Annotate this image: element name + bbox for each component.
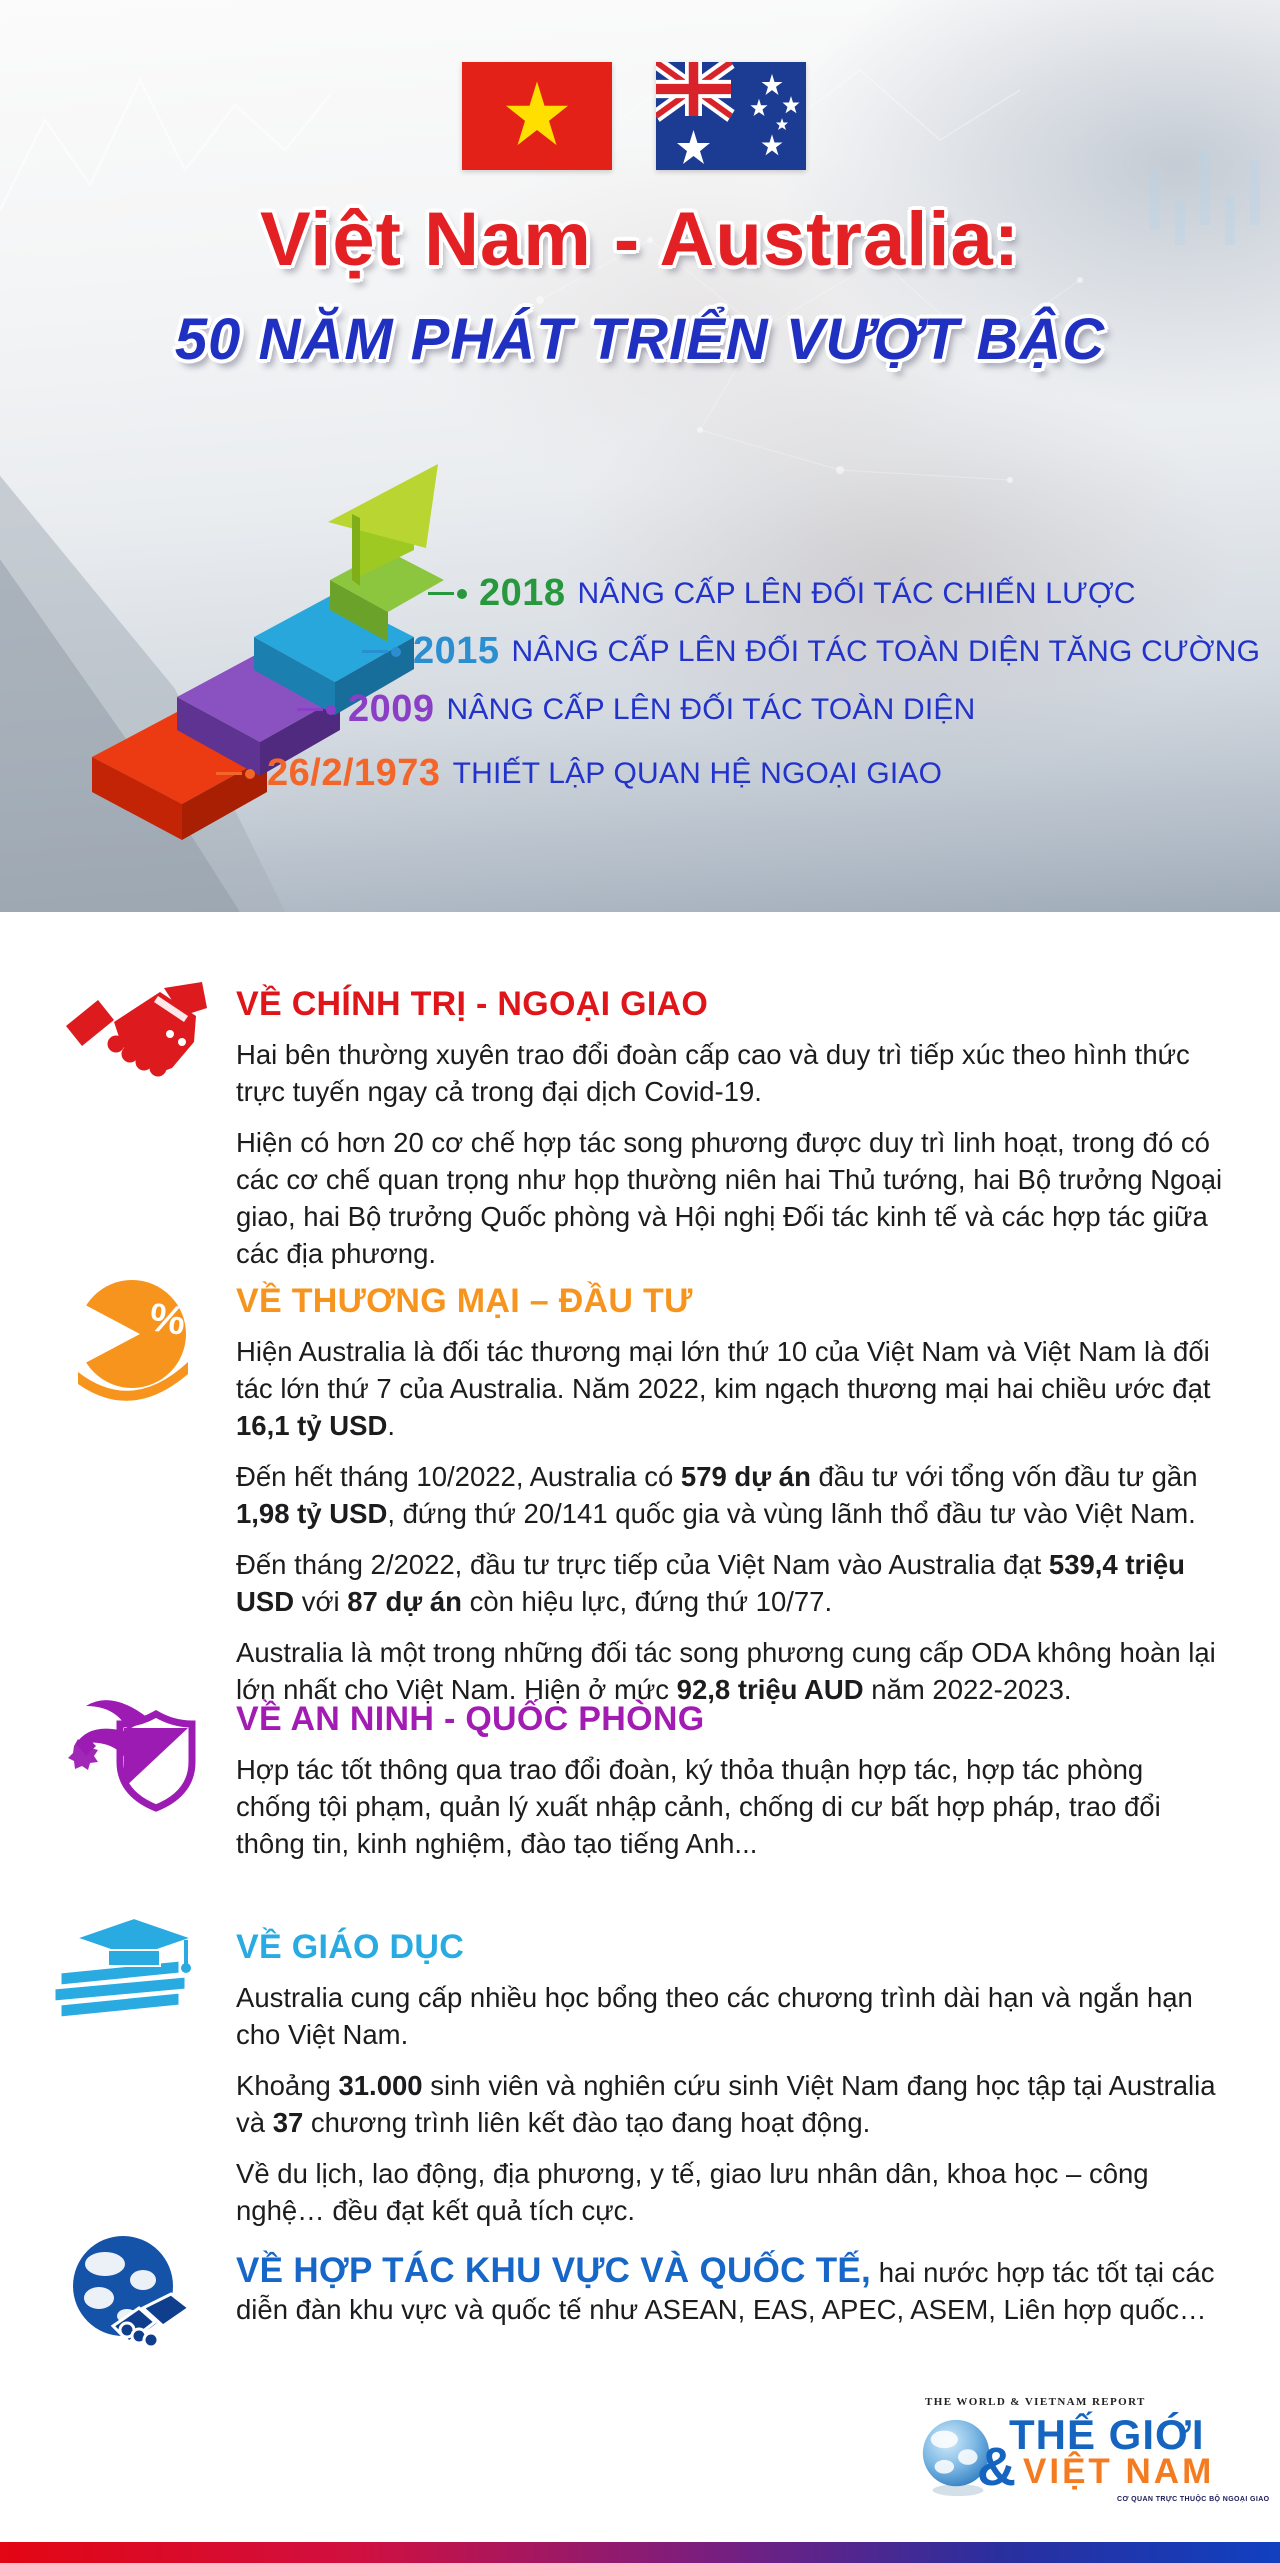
timeline-marker — [297, 708, 323, 711]
timeline-marker-dot — [326, 705, 336, 715]
paragraph: Hợp tác tốt thông qua trao đổi đoàn, ký thỏa thuận hợp tác, hợp tác phòng chống tội phạm, quản lý xuất nhập cảnh, chống di cư bất hợp pháp, trao đổi thông tin, kinh nghiệm, đào tạo tiếng Anh... — [236, 1754, 1161, 1859]
timeline-label: THIẾT LẬP QUAN HỆ NGOẠI GIAO — [452, 756, 943, 790]
shield-icon — [52, 1688, 204, 1812]
paragraph: Khoảng 31.000 sinh viên và nghiên cứu sinh Việt Nam đang học tập tại Australia và 37 chương trình liên kết đào tạo đang hoạt động. — [236, 2070, 1216, 2138]
timeline-item-2015 — [362, 630, 1260, 673]
paragraph: Hiện Australia là đối tác thương mại lớn thứ 10 của Việt Nam và Việt Nam là đối tác lớn thứ 7 của Australia. Năm 2022, kim ngạch thương mại hai chiều ước đạt 16,1 tỷ USD. — [236, 1336, 1211, 1441]
section-trade — [236, 1282, 1224, 1722]
paragraph: Australia là một trong những đối tác song phương cung cấp ODA không hoàn lại lớn nhất cho Việt Nam. Hiện ở mức 92,8 triệu AUD năm 2022-2023. — [236, 1637, 1216, 1705]
globe-handshake-icon — [55, 2234, 205, 2356]
timeline-marker — [216, 772, 242, 775]
paragraph-text: hai nước hợp tác tốt tại các diễn đàn khu vực và quốc tế như ASEAN, EAS, APEC, ASEM, Liên hợp quốc… — [236, 2257, 1215, 2325]
timeline-item-2018 — [428, 572, 1136, 615]
section-heading: VỀ THƯƠNG MẠI – ĐẦU TƯ — [236, 1282, 693, 1320]
logo-viet-nam: VIỆT NAM — [1023, 2452, 1215, 2491]
timeline-marker-dot — [391, 647, 401, 657]
timeline-label: NÂNG CẤP LÊN ĐỐI TÁC TOÀN DIỆN — [446, 692, 976, 726]
paragraph — [236, 2252, 1224, 2328]
timeline-item-1973 — [216, 752, 942, 795]
footer-logo — [905, 2394, 1270, 2512]
logo-tagline: THE WORLD & VIETNAM REPORT — [925, 2396, 1146, 2408]
section-education — [236, 1928, 1224, 2243]
timeline-year: 26/2/1973 — [267, 752, 441, 794]
australia-flag-icon — [656, 62, 806, 170]
logo-the-gioi: THẾ GIỚI — [1009, 2411, 1205, 2458]
timeline-marker — [428, 592, 454, 595]
timeline-item-2009 — [297, 688, 975, 731]
section-heading: VỀ CHÍNH TRỊ - NGOẠI GIAO — [236, 985, 709, 1023]
section-heading: VỀ AN NINH - QUỐC PHÒNG — [236, 1700, 705, 1738]
paragraph: Đến hết tháng 10/2022, Australia có 579 dự án đầu tư với tổng vốn đầu tư gần 1,98 tỷ USD, đứng thứ 20/141 quốc gia và vùng lãnh thổ đầu tư vào Việt Nam. — [236, 1461, 1198, 1529]
page-title: Việt Nam - Australia: — [259, 197, 1021, 282]
paragraph: Đến tháng 2/2022, đầu tư trực tiếp của Việt Nam vào Australia đạt 539,4 triệu USD với 87 dự án còn hiệu lực, đứng thứ 10/77. — [236, 1549, 1185, 1617]
svg-text:%: % — [146, 1295, 189, 1344]
paragraph: Hai bên thường xuyên trao đổi đoàn cấp cao và duy trì tiếp xúc theo hình thức trực tuyến ngay cả trong đại dịch Covid-19. — [236, 1039, 1190, 1107]
paragraph: Australia cung cấp nhiều học bổng theo các chương trình dài hạn và ngắn hạn cho Việt Nam. — [236, 1982, 1193, 2050]
logo-subtitle: CƠ QUAN TRỰC THUỘC BỘ NGOẠI GIAO — [1117, 2496, 1270, 2503]
graduation-cap-icon — [48, 1902, 200, 2024]
page-subtitle: 50 NĂM PHÁT TRIỂN VƯỢT BẬC — [174, 307, 1106, 372]
section-heading: VỀ HỢP TÁC KHU VỰC VÀ QUỐC TẾ, — [236, 2251, 872, 2290]
timeline-label: NÂNG CẤP LÊN ĐỐI TÁC TOÀN DIỆN TĂNG CƯỜNG — [511, 634, 1261, 668]
footer-gradient-bar — [0, 2542, 1280, 2563]
timeline-year: 2015 — [413, 630, 500, 672]
section-security — [236, 1700, 1224, 1876]
section-international — [236, 2252, 1224, 2328]
timeline-marker-dot — [457, 589, 467, 599]
header-banner — [0, 0, 1280, 912]
timeline-year: 2009 — [348, 688, 435, 730]
vietnam-flag-icon — [462, 62, 612, 170]
paragraph: Về du lịch, lao động, địa phương, y tế, giao lưu nhân dân, khoa học – công nghệ… đều đạt kết quả tích cực. — [236, 2158, 1149, 2226]
timeline-marker — [362, 650, 388, 653]
pie-percent-icon — [58, 1276, 206, 1404]
timeline-label: NÂNG CẤP LÊN ĐỐI TÁC CHIẾN LƯỢC — [577, 576, 1136, 610]
timeline-year: 2018 — [479, 572, 566, 614]
logo-ampersand: & — [977, 2437, 1016, 2497]
section-politics — [236, 985, 1224, 1286]
section-heading: VỀ GIÁO DỤC — [236, 1928, 465, 1966]
timeline-marker-dot — [245, 769, 255, 779]
paragraph: Hiện có hơn 20 cơ chế hợp tác song phương được duy trì linh hoạt, trong đó có các cơ chế quan trọng như họp thường niên hai Thủ tướng, hai Bộ trưởng Ngoại giao, hai Bộ trưởng Quốc phòng và Hội nghị Đối tác kinh tế và các hợp tác giữa các địa phương. — [236, 1127, 1223, 1269]
handshake-icon — [62, 980, 207, 1092]
